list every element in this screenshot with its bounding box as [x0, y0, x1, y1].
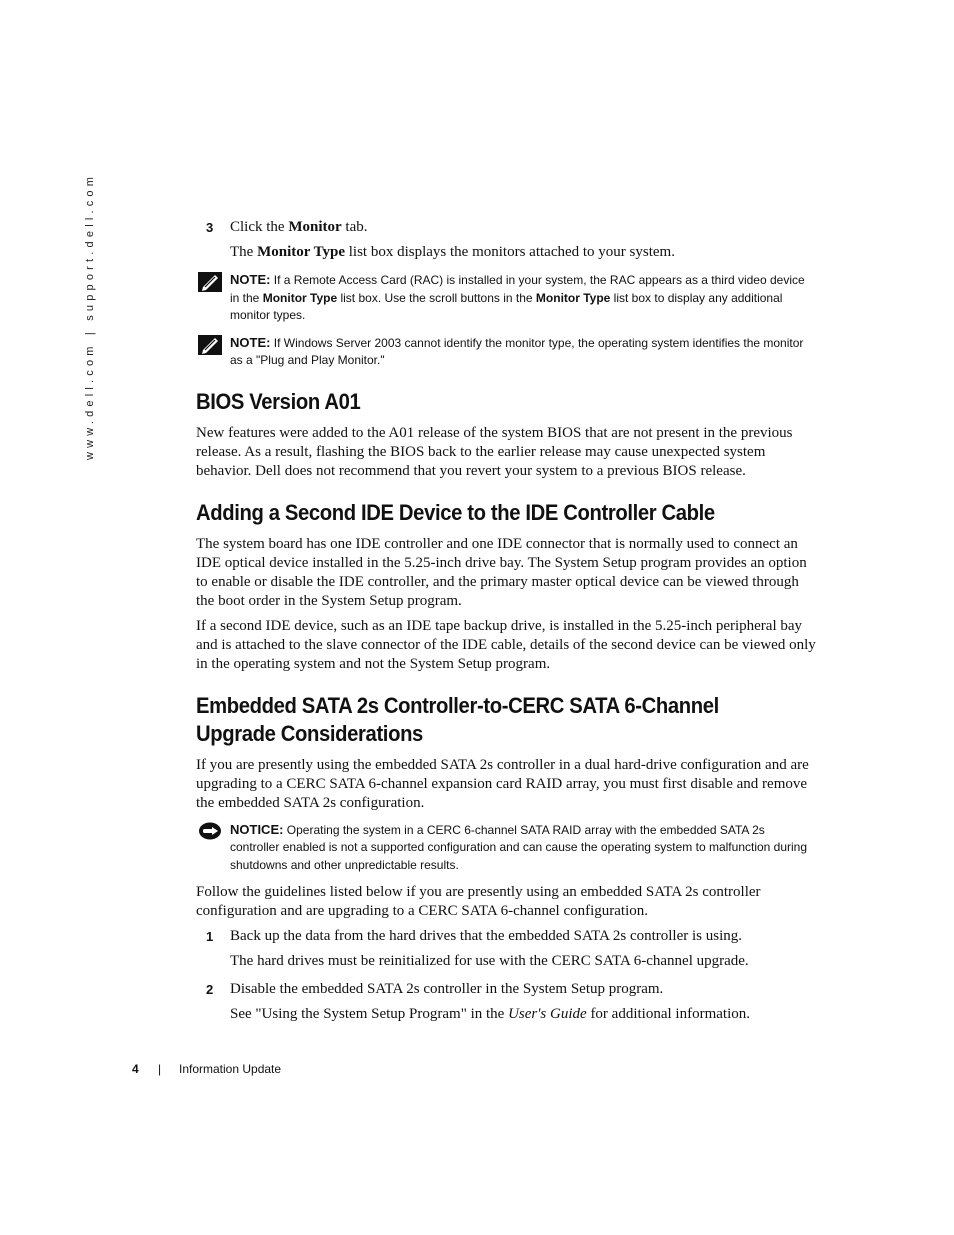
heading-ide: Adding a Second IDE Device to the IDE Controller Cable: [196, 499, 715, 525]
step-1: 1 Back up the data from the hard drives that the embedded SATA 2s controller is using.: [206, 928, 743, 944]
footer-title: Information Update: [179, 1062, 282, 1076]
note-pencil-icon: [198, 272, 222, 292]
step-number: 1: [206, 929, 214, 944]
step-number: 3: [206, 220, 214, 235]
page-footer: [132, 1062, 282, 1076]
note-rac: NOTE: If a Remote Access Card (RAC) is installed in your system, the RAC appears as a third video device in the Monitor Type list box. Use the scroll buttons in the Monitor Type list box to display any additional monitor types.: [196, 271, 816, 325]
paragraph-sata-2: Follow the guidelines listed below if you are presently using an embedded SATA 2s controller configuration and are upgrading to a CERC SATA 6-channel configuration.: [196, 884, 761, 919]
step-3-description: The Monitor Type list box displays the monitors attached to your system.: [230, 244, 675, 260]
step-1-description: The hard drives must be reinitialized for use with the CERC SATA 6-channel upgrade.: [230, 953, 749, 969]
heading-bios: BIOS Version A01: [196, 388, 361, 414]
note-windows: NOTE: If Windows Server 2003 cannot identify the monitor type, the operating system identifies the monitor as a "Plug and Play Monitor.": [196, 334, 816, 370]
paragraph-ide-1: The system board has one IDE controller and one IDE connector that is normally used to connect an IDE optical device installed in the 5.25-inch drive bay. The System Setup program provides an option to enable or disable the IDE controller, and the primary master optical device can be viewed through the boot order in the System Setup program.: [196, 535, 807, 609]
step-number: 2: [206, 982, 214, 997]
step-2: 2 Disable the embedded SATA 2s controller in the System Setup program.: [206, 981, 664, 997]
paragraph-sata-1: If you are presently using the embedded SATA 2s controller in a dual hard-drive configuration and are upgrading to a CERC SATA 6-channel expansion card RAID array, you must first disable and remove the embedded SATA 2s configuration.: [196, 756, 809, 811]
paragraph-ide-2: If a second IDE device, such as an IDE tape backup drive, is installed in the 5.25-inch peripheral bay and is attached to the slave connector of the IDE cable, details of the second device can be viewed only in the operating system and not the System Setup program.: [196, 617, 816, 672]
page-number: 4: [132, 1062, 139, 1076]
note-pencil-icon: [198, 335, 222, 355]
page-content: [196, 218, 816, 1024]
notice-cerc: NOTICE: Operating the system in a CERC 6-channel SATA RAID array with the embedded SATA 2s controller enabled is not a supported configuration and can cause the operating system to malfunction during shutdowns and other unpredictable results.: [196, 821, 816, 875]
paragraph-bios: New features were added to the A01 release of the system BIOS that are not present in the previous release. As a result, flashing the BIOS back to the earlier release may cause unexpected system behavior. Dell does not recommend that you revert your system to a previous BIOS release.: [196, 424, 793, 479]
side-url: www.dell.com | support.dell.com: [84, 172, 96, 460]
notice-hand-icon: [198, 822, 222, 842]
footer-separator: |: [158, 1062, 162, 1076]
heading-sata: Embedded SATA 2s Controller-to-CERC SATA 6-Channel Upgrade Considerations: [196, 692, 719, 746]
step-3: 3 Click the Monitor tab.: [206, 219, 368, 235]
step-2-description: See "Using the System Setup Program" in the User's Guide for additional information.: [230, 1006, 750, 1022]
